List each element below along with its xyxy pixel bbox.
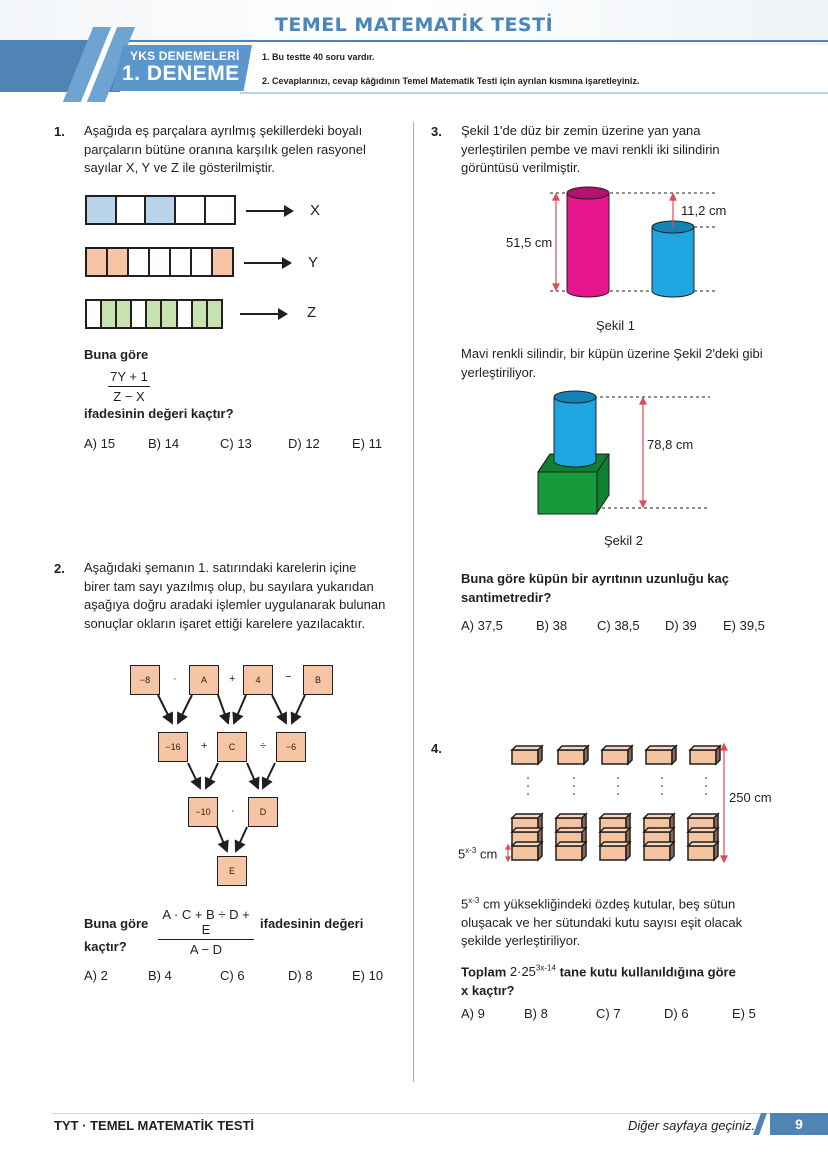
choice-d[interactable]: D) 6 <box>664 1006 689 1021</box>
answer-choices <box>461 618 765 633</box>
choice-c[interactable]: C) 6 <box>220 968 245 983</box>
footer-rule <box>52 1113 828 1114</box>
bar-cell-shaded <box>213 249 232 275</box>
denominator: A − D <box>189 942 223 957</box>
expression <box>510 964 556 979</box>
box-row3-1: −10 <box>188 797 218 827</box>
text-line: aşağıya doğru aradaki işlemler uygulanarak bulunan <box>84 597 386 612</box>
text-line: şekilde yerleştiriliyor. <box>461 933 581 949</box>
box-row2-3: −6 <box>276 732 306 762</box>
box-height-label <box>458 846 497 861</box>
page-number: 9 <box>795 1116 803 1132</box>
text-line: parçaların bütüne oranına karşılık gelen rasyonel <box>84 141 366 157</box>
bar-cell-shaded <box>193 301 208 327</box>
choice-e[interactable]: E) 10 <box>352 968 384 983</box>
text-line: Aşağıda eş parçalara ayrılmış şekillerdeki boyalı <box>84 123 363 138</box>
box-row1-1: −8 <box>130 665 160 695</box>
text-line: Mavi renkli silindir, bir küpün üzerine Şekil 2'deki gibi <box>461 346 763 361</box>
base: 5 <box>461 896 469 912</box>
bar-cell-shaded <box>162 301 177 327</box>
figure-1-cylinders <box>420 185 800 305</box>
header-bottom-rule <box>240 92 828 94</box>
bar-cell-shaded <box>147 301 162 327</box>
choice-e[interactable]: E) 11 <box>352 436 383 451</box>
choice-a[interactable]: A) 2 <box>84 968 108 983</box>
question-prompt <box>461 570 729 607</box>
text-line: yerleştiriliyor. <box>461 364 537 380</box>
badge-series: YKS DENEMELERİ <box>130 49 240 63</box>
text-line <box>461 960 736 982</box>
arrow-right-icon <box>240 313 286 315</box>
arrow-right-icon <box>246 210 292 212</box>
text-line: görüntüsü verilmiştir. <box>461 160 581 175</box>
bar-cell-shaded <box>102 301 117 327</box>
text-line: santimetredir? <box>461 589 552 605</box>
bar-cell-shaded <box>87 249 108 275</box>
question-number: 1. <box>54 124 65 139</box>
box-row2-1: −16 <box>158 732 188 762</box>
figure-2-cylinder-on-cube <box>520 385 720 525</box>
answer-choices <box>84 436 382 451</box>
choice-d[interactable]: D) 39 <box>665 618 697 633</box>
bar-cell <box>87 301 102 327</box>
bar-label-y: Y <box>308 254 319 271</box>
choice-c[interactable]: C) 13 <box>220 436 252 451</box>
column-divider <box>413 122 414 1082</box>
bar-cell <box>171 249 192 275</box>
stacked-boxes-figure <box>500 740 740 870</box>
bar-label-z: Z <box>307 304 317 321</box>
question-text <box>461 892 742 951</box>
fraction-expression <box>158 907 254 957</box>
operator: + <box>201 740 208 752</box>
test-title: TEMEL MATEMATİK TESTİ <box>274 14 554 36</box>
bar-cell <box>117 197 147 223</box>
choice-c[interactable]: C) 38,5 <box>597 618 640 633</box>
bar-y <box>85 247 234 277</box>
question-number: 2. <box>54 561 65 576</box>
text-line: Aşağıdaki şemanın 1. satırındaki karelerin içine <box>84 560 357 575</box>
text-line: Şekil 1'de düz bir zemin üzerine yan yana <box>461 123 701 138</box>
arrow-right-icon <box>244 262 290 264</box>
prompt-word: Toplam <box>461 964 507 980</box>
text-line: Buna göre küpün bir ayrıtının uzunluğu kaç <box>461 571 729 586</box>
operator: ÷ <box>260 740 267 752</box>
bar-cell-shaded <box>208 301 221 327</box>
question-number: 4. <box>431 741 442 756</box>
prompt-intro: Buna göre <box>84 916 149 931</box>
denominator: Z − X <box>113 389 145 404</box>
height-difference: 11,2 cm <box>681 203 727 218</box>
text-line: oluşacak ve her sütundaki kutu sayısı eşit olacak <box>461 914 743 930</box>
choice-e[interactable]: E) 5 <box>732 1006 756 1021</box>
choice-b[interactable]: B) 8 <box>524 1006 548 1021</box>
operator: − <box>285 671 292 683</box>
total-height-label: 250 cm <box>729 790 772 805</box>
exponent: x-3 <box>468 896 480 905</box>
total-height-label: 78,8 cm <box>647 437 694 452</box>
expr-exponent: 3x-14 <box>535 964 556 973</box>
box-row3-2: D <box>248 797 278 827</box>
bar-label-x: X <box>310 202 321 219</box>
box-row2-2: C <box>217 732 247 762</box>
choice-c[interactable]: C) 7 <box>596 1006 621 1021</box>
box-row1-3: 4 <box>243 665 273 695</box>
prompt-rest: tane kutu kullanıldığına göre <box>559 964 736 980</box>
bar-cell <box>178 301 193 327</box>
bar-cell <box>176 197 206 223</box>
question-number: 3. <box>431 124 442 139</box>
question-text <box>84 559 385 633</box>
unit: cm <box>479 846 498 862</box>
answer-choices <box>84 968 383 983</box>
bar-cell-shaded <box>108 249 129 275</box>
operator: · <box>173 673 177 685</box>
badge-exam-number: 1. DENEME <box>122 62 240 85</box>
choice-b[interactable]: B) 4 <box>148 968 172 983</box>
question-text <box>84 122 366 178</box>
pink-cylinder-height: 51,5 cm <box>506 235 553 250</box>
operator: + <box>229 673 236 685</box>
operator: · <box>231 805 235 817</box>
expr-base: 2·25 <box>509 964 536 980</box>
bar-cell <box>192 249 213 275</box>
answer-choices <box>461 1006 756 1021</box>
figure-2-caption: Şekil 2 <box>604 533 644 548</box>
prompt-intro: Buna göre <box>84 347 149 362</box>
prompt-end: ifadesinin değeri <box>260 916 364 931</box>
box-row1-4: B <box>303 665 333 695</box>
choice-a[interactable]: A) 15 <box>84 436 116 451</box>
numerator: A · C + B ÷ D + E <box>158 907 254 940</box>
bar-cell-shaded <box>87 197 117 223</box>
fraction-expression <box>108 369 150 404</box>
bar-z <box>85 299 223 329</box>
bar-cell <box>206 197 234 223</box>
exponent: x-3 <box>465 846 477 855</box>
choice-d[interactable]: D) 8 <box>288 968 313 983</box>
bar-cell-shaded <box>117 301 132 327</box>
prompt-end-2: kaçtır? <box>84 939 127 954</box>
bar-x <box>85 195 236 225</box>
choice-a[interactable]: A) 37,5 <box>461 618 503 633</box>
instruction-1: 1. Bu testte 40 soru vardır. <box>262 52 375 62</box>
question-text <box>461 122 720 178</box>
text-line: x kaçtır? <box>461 982 515 998</box>
box-row1-2: A <box>189 665 219 695</box>
instruction-2: 2. Cevaplarınızı, cevap kâğıdının Temel Matematik Testi için ayrılan kısmına işaretleyiniz. <box>262 76 640 86</box>
text-line: birer tam sayı yazılmış olup, bu sayılara yukarıdan <box>84 578 374 594</box>
choice-b[interactable]: B) 38 <box>536 618 568 633</box>
choice-a[interactable]: A) 9 <box>461 1006 485 1021</box>
choice-d[interactable]: D) 12 <box>288 436 320 451</box>
text-line: sonuçlar okların işaret ettiği karelere yazılacaktır. <box>84 615 366 631</box>
bar-cell-shaded <box>146 197 176 223</box>
prompt-end: ifadesinin değeri kaçtır? <box>84 406 234 421</box>
footer-test-name: TYT · TEMEL MATEMATİK TESTİ <box>54 1118 255 1133</box>
base: 5 <box>458 846 466 862</box>
bar-cell <box>150 249 171 275</box>
numerator: 7Y + 1 <box>108 369 150 387</box>
footer-next-page: Diğer sayfaya geçiniz. <box>628 1118 756 1133</box>
question-text-2 <box>461 345 763 382</box>
choice-e[interactable]: E) 39,5 <box>723 618 765 633</box>
text-line <box>461 892 742 914</box>
bar-cell <box>132 301 147 327</box>
choice-b[interactable]: B) 14 <box>148 436 180 451</box>
text-line: yerleştirilen pembe ve mavi renkli iki silindirin <box>461 141 720 157</box>
text-line: sayılar X, Y ve Z ile gösterilmiştir. <box>84 160 275 175</box>
bar-cell <box>129 249 150 275</box>
figure-1-caption: Şekil 1 <box>596 318 636 333</box>
text: cm yüksekliğindeki özdeş kutular, beş sütun <box>482 896 736 912</box>
question-prompt <box>461 960 736 1000</box>
box-row4-1: E <box>217 856 247 886</box>
